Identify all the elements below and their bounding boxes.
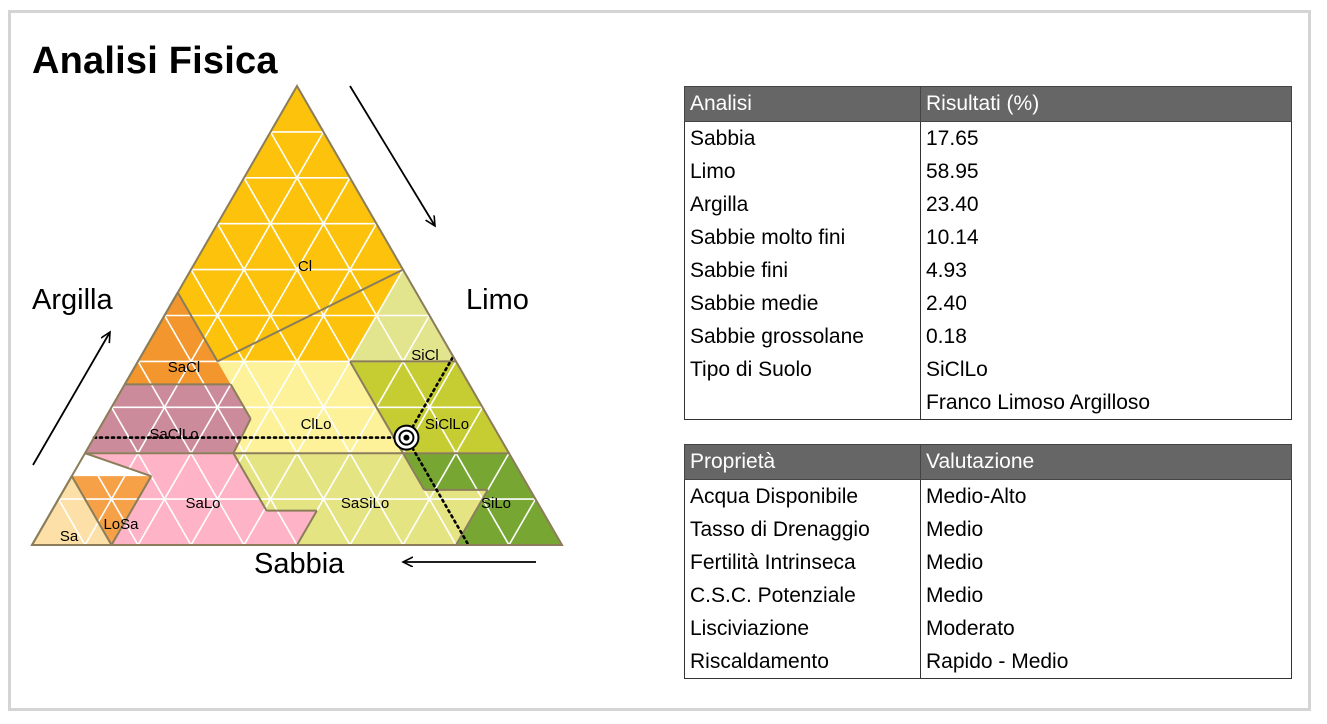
valutazione-cell: Medio bbox=[926, 583, 984, 607]
proprieta-cell: Riscaldamento bbox=[685, 645, 921, 679]
risultato-cell: 23.40 bbox=[926, 192, 979, 216]
class-label-sacllo: SaClLo bbox=[149, 426, 199, 443]
risultato-cell: 0.18 bbox=[926, 324, 967, 348]
table-row bbox=[685, 287, 1292, 320]
risultati-header: Risultati (%) bbox=[921, 87, 1292, 122]
class-label-sa: Sa bbox=[59, 528, 79, 545]
table-row bbox=[685, 155, 1292, 188]
proprieta-cell: Lisciviazione bbox=[685, 612, 921, 645]
class-label-salo: SaLo bbox=[185, 495, 221, 512]
limo-axis-label: Limo bbox=[466, 284, 529, 316]
table-row bbox=[685, 221, 1292, 254]
valutazione-cell: Medio-Alto bbox=[926, 484, 1027, 508]
table-row bbox=[685, 188, 1292, 221]
analisi-cell: Sabbie molto fini bbox=[685, 221, 921, 254]
risultato-cell: 58.95 bbox=[926, 159, 979, 183]
valutazione-header: Valutazione bbox=[921, 445, 1292, 480]
analisi-cell: Limo bbox=[685, 155, 921, 188]
risultato-cell: 4.93 bbox=[926, 258, 967, 282]
table-row bbox=[685, 612, 1292, 645]
class-label-cllo: ClLo bbox=[300, 416, 332, 433]
analisi-table bbox=[684, 86, 1292, 420]
risultato-cell: SiClLo bbox=[926, 357, 988, 381]
table-row bbox=[685, 353, 1292, 386]
sample-marker-dot bbox=[403, 435, 409, 441]
valutazione-cell: Moderato bbox=[926, 616, 1015, 640]
risultato-cell: 10.14 bbox=[926, 225, 979, 249]
class-label-cl: Cl bbox=[297, 258, 313, 275]
valutazione-cell: Medio bbox=[926, 550, 984, 574]
analisi-cell: Argilla bbox=[685, 188, 921, 221]
class-label-sicllo: SiClLo bbox=[424, 416, 470, 433]
sabbia-axis-label: Sabbia bbox=[254, 548, 345, 580]
proprieta-cell: Tasso di Drenaggio bbox=[685, 513, 921, 546]
table-row bbox=[685, 645, 1292, 679]
analisi-header: Analisi bbox=[685, 87, 921, 122]
table-row bbox=[685, 320, 1292, 353]
proprieta-cell: Fertilità Intrinseca bbox=[685, 546, 921, 579]
proprieta-table bbox=[684, 444, 1292, 679]
table-row bbox=[685, 254, 1292, 287]
class-label-losa: LoSa bbox=[103, 516, 139, 533]
proprieta-header: Proprietà bbox=[685, 445, 921, 480]
valutazione-cell: Medio bbox=[926, 517, 984, 541]
page-title: Analisi Fisica bbox=[32, 40, 278, 82]
argilla-axis-label: Argilla bbox=[32, 284, 113, 316]
class-label-sicl: SiCl bbox=[411, 347, 439, 364]
valutazione-cell: Rapido - Medio bbox=[926, 649, 1069, 673]
analisi-cell: Sabbie grossolane bbox=[685, 320, 921, 353]
table-row bbox=[685, 480, 1292, 514]
table-row bbox=[685, 579, 1292, 612]
risultato-cell: Franco Limoso Argilloso bbox=[926, 390, 1151, 414]
analisi-cell bbox=[685, 386, 921, 420]
class-label-sacl: SaCl bbox=[167, 359, 201, 376]
class-label-sasilo: SaSiLo bbox=[340, 495, 390, 512]
table-row bbox=[685, 386, 1292, 420]
class-label-silo: SiLo bbox=[480, 495, 512, 512]
analisi-cell: Sabbie fini bbox=[685, 254, 921, 287]
table-row bbox=[685, 513, 1292, 546]
analisi-cell: Tipo di Suolo bbox=[685, 353, 921, 386]
risultato-cell: 17.65 bbox=[926, 126, 979, 150]
table-row bbox=[685, 122, 1292, 156]
analisi-cell: Sabbie medie bbox=[685, 287, 921, 320]
risultato-cell: 2.40 bbox=[926, 291, 967, 315]
analisi-cell: Sabbia bbox=[685, 122, 921, 156]
proprieta-cell: Acqua Disponibile bbox=[685, 480, 921, 514]
table-row bbox=[685, 546, 1292, 579]
proprieta-cell: C.S.C. Potenziale bbox=[685, 579, 921, 612]
